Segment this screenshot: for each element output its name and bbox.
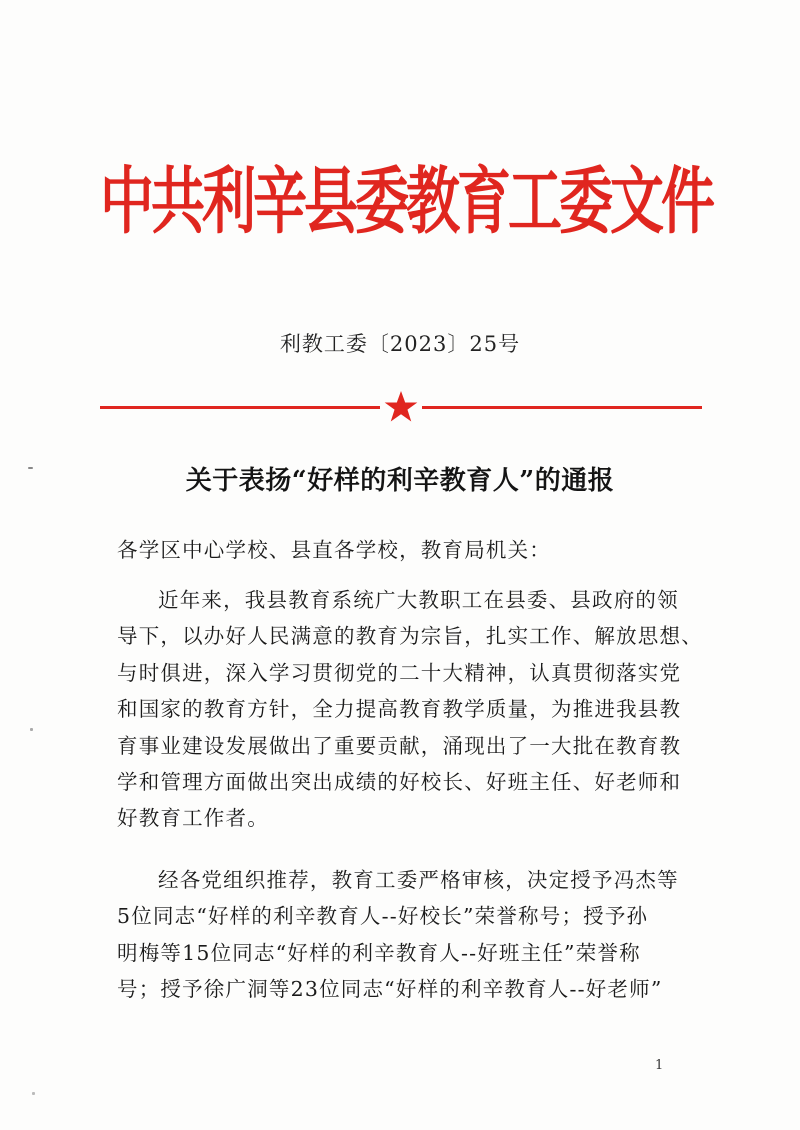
scan-speck <box>30 728 33 731</box>
document-title: 关于表扬“好样的利辛教育人”的通报 <box>185 466 615 496</box>
paragraph-line: 育事业建设发展做出了重要贡献，涌现出了一大批在教育教 <box>117 733 682 758</box>
red-divider-right <box>422 406 702 409</box>
paragraph-line: 与时俱进，深入学习贯彻党的二十大精神，认真贯彻落实党 <box>117 660 682 685</box>
scan-speck <box>28 467 33 469</box>
red-divider-left <box>100 406 380 409</box>
paragraph-line: 学和管理方面做出突出成绩的好校长、好班主任、好老师和 <box>117 770 682 795</box>
document-masthead: 中共利辛县委教育工委文件 <box>100 158 712 244</box>
red-star-icon <box>382 388 420 426</box>
body-paragraph-1 <box>117 582 703 837</box>
salutation: 各学区中心学校、县直各学校，教育局机关： <box>117 538 551 562</box>
paragraph-line: 和国家的教育方针，全力提高教育教学质量，为推进我县教 <box>117 697 682 722</box>
paragraph-line: 明梅等15位同志“好样的利辛教育人--好班主任”荣誉称 <box>117 940 641 965</box>
paragraph-line: 经各党组织推荐，教育工委严格审核，决定授予冯杰等 <box>158 868 679 892</box>
paragraph-line: 号；授予徐广洞等23位同志“好样的利辛教育人--好老师” <box>117 977 663 1002</box>
paragraph-line: 好教育工作者。 <box>117 806 269 831</box>
paragraph-line: 导下，以办好人民满意的教育为宗旨，扎实工作、解放思想、 <box>117 624 703 649</box>
paragraph-line: 近年来，我县教育系统广大教职工在县委、县政府的领 <box>158 588 679 612</box>
paragraph-line: 5位同志“好样的利辛教育人--好校长”荣誉称号；授予孙 <box>117 904 649 929</box>
body-paragraph-2 <box>117 862 687 1008</box>
page-number: 1 <box>655 1058 664 1073</box>
scan-speck <box>32 1092 35 1095</box>
document-number: 利教工委〔2023〕25号 <box>279 332 521 356</box>
